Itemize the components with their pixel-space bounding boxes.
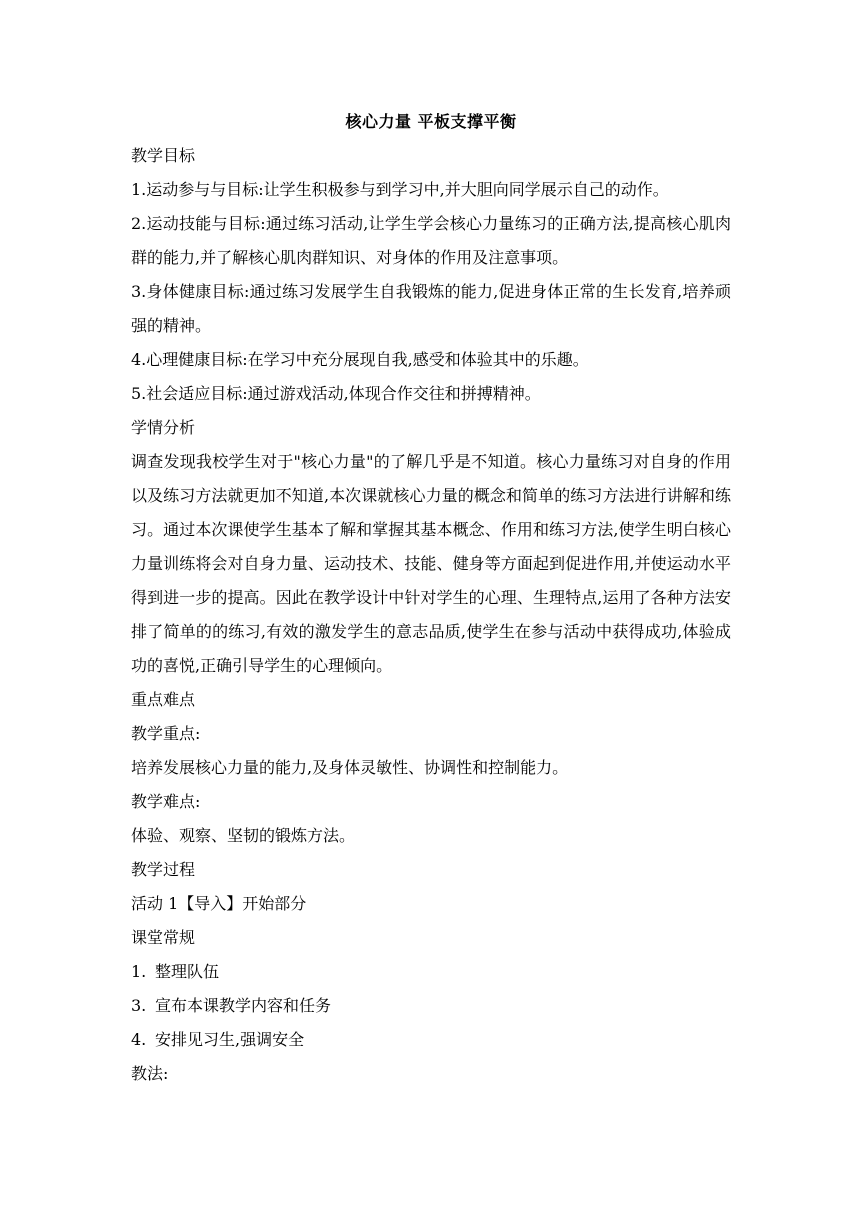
analysis-paragraph: 调查发现我校学生对于"核心力量"的了解几乎是不知道。核心力量练习对自身的作用以及练习方法就更加不知道,本次课就核心力量的概念和简单的练习方法进行讲解和练习。通过本次课使学生基本了解和掌握其基本概念、作用和练习方法,使学生明白核心力量训练将会对自身力量、运动技术、技能、健身等方面起到促进作用,并使运动水平得到进一步的提高。因此在教学设计中针对学生的心理、生理特点,运用了各种方法安排了简单的的练习,有效的激发学生的意志品质,使学生在参与活动中获得成功,体验成功的喜悦,正确引导学生的心理倾向。 [131, 452, 731, 675]
document-page [131, 105, 731, 1091]
list-item-number: 1. [131, 962, 147, 981]
list-item-number: 3. [131, 996, 147, 1015]
objective-item-4: 4.心理健康目标:在学习中充分展现自我,感受和体验其中的乐趣。 [131, 350, 589, 369]
objective-item-5: 5.社会适应目标:通过游戏活动,体现合作交往和拼搏精神。 [131, 384, 541, 403]
list-item [131, 955, 731, 989]
key-points-heading: 重点难点 [131, 690, 196, 709]
focus-text: 培养发展核心力量的能力,及身体灵敏性、协调性和控制能力。 [131, 758, 569, 777]
list-item-text: 宣布本课教学内容和任务 [155, 996, 332, 1015]
activity-1-heading: 活动 1【导入】开始部分 [131, 894, 307, 913]
document-title: 核心力量 平板支撑平衡 [345, 112, 517, 131]
objective-item-2: 2.运动技能与目标:通过练习活动,让学生学会核心力量练习的正确方法,提高核心肌肉群的能力,并了解核心肌肉群知识、对身体的作用及注意事项。 [131, 214, 731, 267]
list-item-text: 安排见习生,强调安全 [155, 1030, 305, 1049]
process-heading: 教学过程 [131, 860, 196, 879]
objective-item-3: 3.身体健康目标:通过练习发展学生自我锻炼的能力,促进身体正常的生长发育,培养顽强的精神。 [131, 282, 731, 335]
objectives-heading: 教学目标 [131, 146, 196, 165]
method-label: 教法: [131, 1064, 169, 1083]
list-item [131, 989, 731, 1023]
difficulty-label: 教学难点: [131, 792, 201, 811]
routine-label: 课堂常规 [131, 928, 196, 947]
list-item [131, 1023, 731, 1057]
objective-item-1: 1.运动参与与目标:让学生积极参与到学习中,并大胆向同学展示自己的动作。 [131, 180, 669, 199]
list-item-text: 整理队伍 [155, 962, 220, 981]
focus-label: 教学重点: [131, 724, 201, 743]
analysis-heading: 学情分析 [131, 418, 196, 437]
list-item-number: 4. [131, 1030, 147, 1049]
difficulty-text: 体验、观察、坚韧的锻炼方法。 [131, 826, 356, 845]
